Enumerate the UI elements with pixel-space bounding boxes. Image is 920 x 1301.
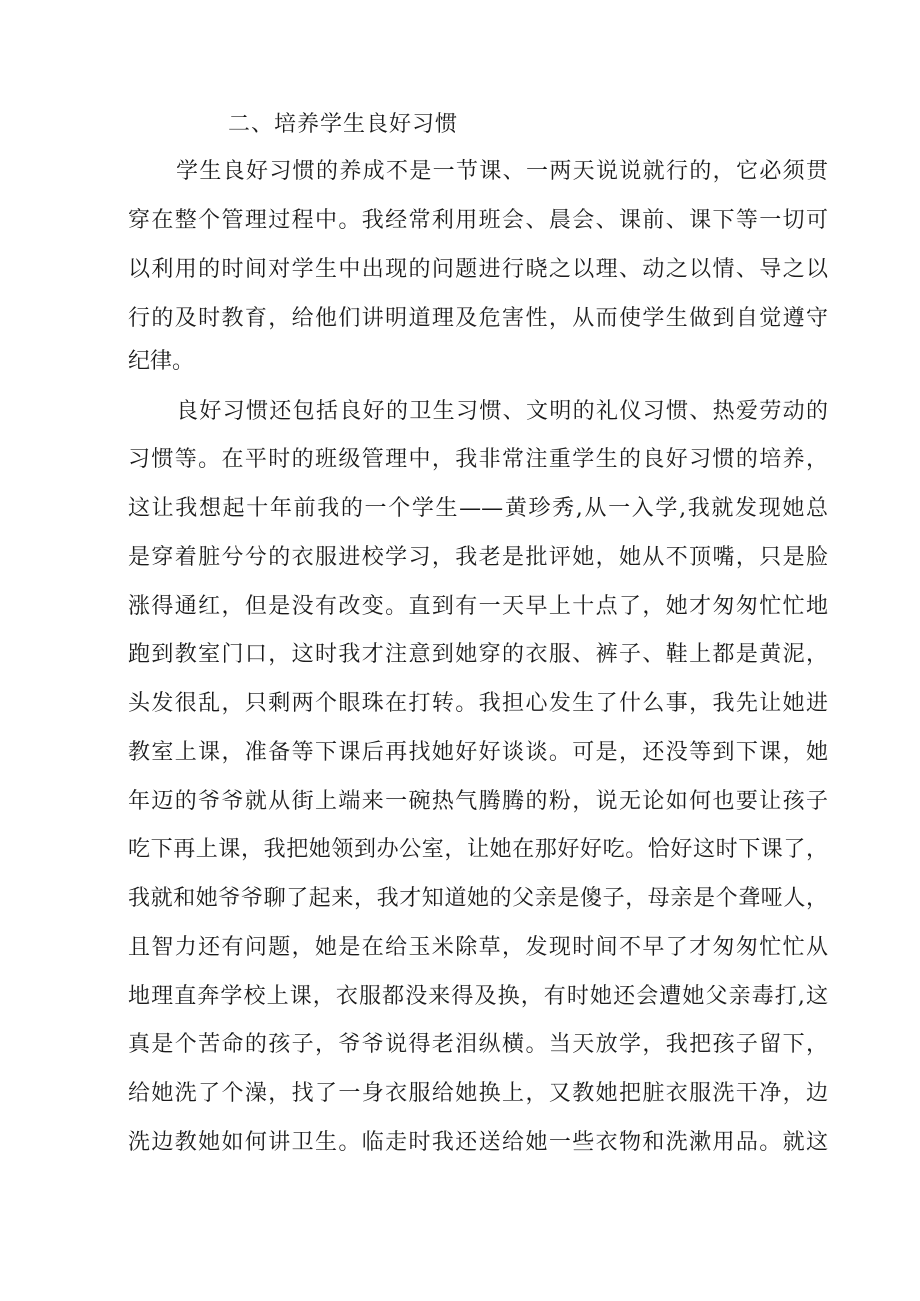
paragraph-2-line-14: 真是个苦命的孩子，爷爷说得老泪纵横。当天放学，我把孩子留下， (128, 1032, 828, 1057)
paragraph-2-line-15: 给她洗了个澡，找了一身衣服给她换上，又教她把脏衣服洗干净，边 (128, 1081, 828, 1106)
paragraph-2-line-9: 年迈的爷爷就从街上端来一碗热气腾腾的粉，说无论如何也要让孩子 (128, 789, 828, 814)
paragraph-2-line-11: 我就和她爷爷聊了起来，我才知道她的父亲是傻子，母亲是个聋哑人， (128, 886, 828, 911)
paragraph-1-line-2: 穿在整个管理过程中。我经常利用班会、晨会、课前、课下等一切可 (128, 208, 828, 233)
paragraph-2-line-3: 这让我想起十年前我的一个学生——黄珍秀,从一入学,我就发现她总 (128, 496, 828, 521)
paragraph-2-line-5: 涨得通红，但是没有改变。直到有一天早上十点了，她才匆匆忙忙地 (128, 594, 828, 619)
paragraph-2-line-8: 教室上课，准备等下课后再找她好好谈谈。可是，还没等到下课，她 (128, 740, 828, 765)
paragraph-2-line-7: 头发很乱，只剩两个眼珠在打转。我担心发生了什么事，我先让她进 (128, 691, 828, 716)
paragraph-1-line-1: 学生良好习惯的养成不是一节课、一两天说说就行的，它必须贯 (176, 159, 828, 184)
paragraph-2-line-13: 地理直奔学校上课，衣服都没来得及换，有时她还会遭她父亲毒打,这 (128, 984, 828, 1009)
paragraph-2-line-4: 是穿着脏兮兮的衣服进校学习，我老是批评她，她从不顶嘴，只是脸 (128, 545, 828, 570)
paragraph-2-line-10: 吃下再上课，我把她领到办公室，让她在那好好吃。恰好这时下课了， (128, 837, 828, 862)
paragraph-2-line-12: 且智力还有问题，她是在给玉米除草，发现时间不早了才匆匆忙忙从 (128, 935, 828, 960)
paragraph-2-line-1: 良好习惯还包括良好的卫生习惯、文明的礼仪习惯、热爱劳动的 (176, 399, 828, 424)
section-heading: 二、培养学生良好习惯 (228, 112, 459, 137)
paragraph-1-line-5: 纪律。 (128, 349, 195, 374)
paragraph-2-line-16: 洗边教她如何讲卫生。临走时我还送给她一些衣物和洗漱用品。就这 (128, 1130, 828, 1155)
paragraph-1-line-3: 以利用的时间对学生中出现的问题进行晓之以理、动之以情、导之以 (128, 257, 828, 282)
paragraph-1-line-4: 行的及时教育，给他们讲明道理及危害性，从而使学生做到自觉遵守 (128, 306, 828, 331)
paragraph-2-line-6: 跑到教室门口，这时我才注意到她穿的衣服、裤子、鞋上都是黄泥， (128, 642, 828, 667)
paragraph-2-line-2: 习惯等。在平时的班级管理中，我非常注重学生的良好习惯的培养， (128, 447, 828, 472)
